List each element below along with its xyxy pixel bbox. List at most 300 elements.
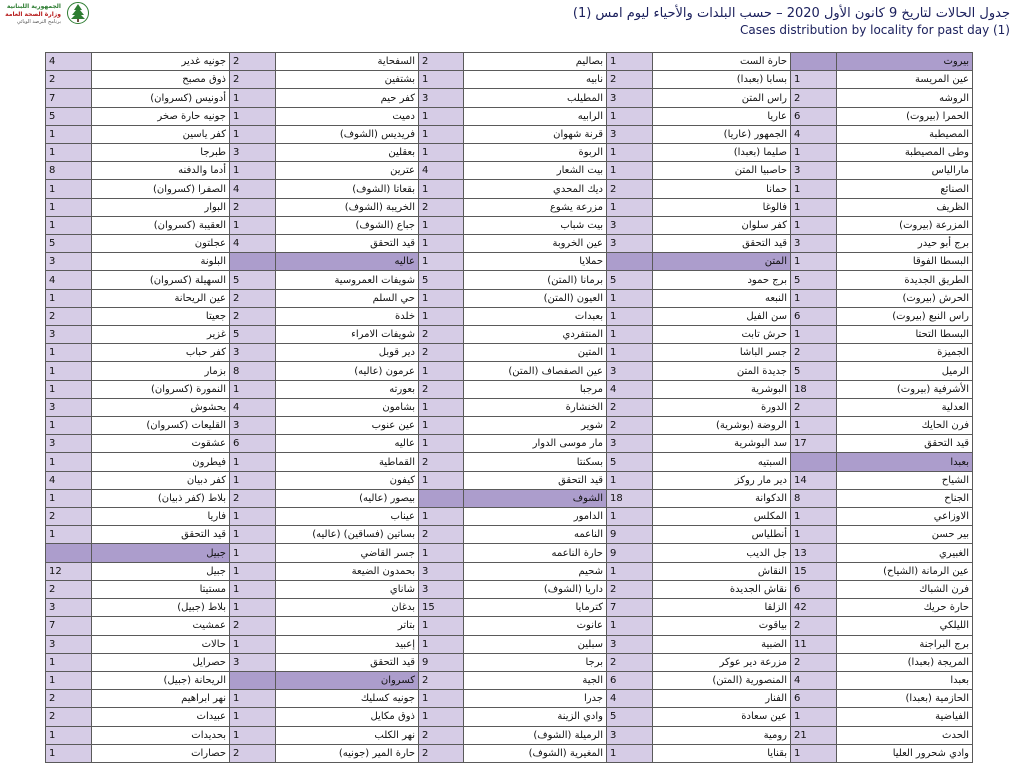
table-row <box>46 526 973 544</box>
table-row <box>46 362 973 380</box>
locality-cell: فيطرون <box>92 453 230 471</box>
locality-cell: النمورة (كسروان) <box>92 380 230 398</box>
table-row <box>46 253 973 271</box>
case-count-cell: 2 <box>419 744 464 762</box>
locality-cell: الصفرا (كسروان) <box>92 180 230 198</box>
locality-cell: شويفات الامراء <box>276 326 419 344</box>
region-header-cell: الشوف <box>464 489 607 507</box>
table-row <box>46 453 973 471</box>
case-count-cell <box>791 53 837 71</box>
locality-cell: النقاش <box>653 562 791 580</box>
locality-cell: الروضة (بوشرية) <box>653 417 791 435</box>
case-count-cell: 1 <box>46 180 92 198</box>
table-row <box>46 435 973 453</box>
case-count-cell: 2 <box>419 198 464 216</box>
locality-cell: سن الفيل <box>653 307 791 325</box>
case-count-cell: 1 <box>230 216 276 234</box>
case-count-cell: 1 <box>419 635 464 653</box>
locality-cell: الليلكي <box>837 617 973 635</box>
case-count-cell: 3 <box>607 362 653 380</box>
case-count-cell: 1 <box>419 289 464 307</box>
case-count-cell: 4 <box>607 380 653 398</box>
locality-cell: وطى المصيطبة <box>837 144 973 162</box>
locality-cell: مرجبا <box>464 380 607 398</box>
table-row <box>46 617 973 635</box>
case-count-cell: 5 <box>791 271 837 289</box>
case-count-cell: 1 <box>607 562 653 580</box>
case-count-cell: 3 <box>607 635 653 653</box>
case-count-cell: 7 <box>46 617 92 635</box>
case-count-cell: 1 <box>791 180 837 198</box>
case-count-cell: 1 <box>46 653 92 671</box>
locality-cell: ديك المحدي <box>464 180 607 198</box>
case-count-cell: 1 <box>46 216 92 234</box>
case-count-cell: 11 <box>791 635 837 653</box>
locality-cell: الضبية <box>653 635 791 653</box>
table-row <box>46 271 973 289</box>
locality-cell: فاريا <box>92 508 230 526</box>
case-count-cell: 1 <box>607 326 653 344</box>
locality-cell: القماطية <box>276 453 419 471</box>
locality-cell: بقنايا <box>653 744 791 762</box>
case-count-cell: 2 <box>607 580 653 598</box>
case-count-cell: 21 <box>791 726 837 744</box>
case-count-cell: 2 <box>46 580 92 598</box>
case-count-cell: 1 <box>791 253 837 271</box>
case-count-cell: 1 <box>419 362 464 380</box>
case-count-cell: 3 <box>46 253 92 271</box>
case-count-cell: 15 <box>791 562 837 580</box>
locality-cell: المنتفردي <box>464 326 607 344</box>
case-count-cell: 7 <box>46 89 92 107</box>
case-count-cell: 5 <box>46 107 92 125</box>
case-count-cell: 15 <box>419 599 464 617</box>
locality-cell: المغيرية (الشوف) <box>464 744 607 762</box>
cases-table <box>45 52 973 763</box>
case-count-cell <box>46 544 92 562</box>
case-count-cell: 1 <box>46 198 92 216</box>
case-count-cell: 1 <box>419 708 464 726</box>
case-count-cell: 2 <box>607 71 653 89</box>
locality-cell: صليما (بعبدا) <box>653 144 791 162</box>
case-count-cell: 1 <box>230 635 276 653</box>
locality-cell: القليعات (كسروان) <box>92 417 230 435</box>
locality-cell: كترمايا <box>464 599 607 617</box>
table-row <box>46 544 973 562</box>
case-count-cell: 1 <box>791 289 837 307</box>
case-count-cell: 2 <box>607 180 653 198</box>
case-count-cell: 2 <box>791 89 837 107</box>
locality-cell: جونيه كسليك <box>276 690 419 708</box>
case-count-cell: 1 <box>230 526 276 544</box>
locality-cell: بحديدات <box>92 726 230 744</box>
locality-cell: حملايا <box>464 253 607 271</box>
case-count-cell: 1 <box>607 307 653 325</box>
locality-cell: حرش تابت <box>653 326 791 344</box>
locality-cell: أدونيس (كسروان) <box>92 89 230 107</box>
case-count-cell: 7 <box>607 599 653 617</box>
locality-cell: داريا (الشوف) <box>464 580 607 598</box>
case-count-cell: 1 <box>419 398 464 416</box>
case-count-cell: 1 <box>230 162 276 180</box>
case-count-cell: 1 <box>419 253 464 271</box>
locality-cell: ذوق مكايل <box>276 708 419 726</box>
locality-cell: عين المريسة <box>837 71 973 89</box>
locality-cell: حاصبيا المتن <box>653 162 791 180</box>
case-count-cell: 3 <box>607 435 653 453</box>
table-row <box>46 599 973 617</box>
locality-cell: المصيطبة <box>837 125 973 143</box>
case-count-cell: 4 <box>230 180 276 198</box>
locality-cell: كفر سلوان <box>653 216 791 234</box>
case-count-cell: 1 <box>607 744 653 762</box>
locality-cell: جونيه غدير <box>92 53 230 71</box>
locality-cell: المكلس <box>653 508 791 526</box>
case-count-cell: 1 <box>791 216 837 234</box>
locality-cell: السبتيه <box>653 453 791 471</box>
case-count-cell: 1 <box>230 708 276 726</box>
case-count-cell: 6 <box>791 690 837 708</box>
locality-cell: قيد التحقق <box>276 653 419 671</box>
locality-cell: الرابيه <box>464 107 607 125</box>
case-count-cell: 1 <box>46 380 92 398</box>
case-count-cell: 1 <box>230 726 276 744</box>
case-count-cell: 1 <box>230 380 276 398</box>
locality-cell: وادي شحرور العليا <box>837 744 973 762</box>
locality-cell: دميت <box>276 107 419 125</box>
case-count-cell: 5 <box>230 326 276 344</box>
locality-cell: يحشوش <box>92 398 230 416</box>
locality-cell: الريحانة (جبيل) <box>92 671 230 689</box>
table-row <box>46 71 973 89</box>
locality-cell: حي السلم <box>276 289 419 307</box>
case-count-cell: 2 <box>230 53 276 71</box>
case-count-cell: 1 <box>230 453 276 471</box>
locality-cell: الجناح <box>837 489 973 507</box>
locality-cell: كفر حباب <box>92 344 230 362</box>
locality-cell: بتاتر <box>276 617 419 635</box>
locality-cell: العدلية <box>837 398 973 416</box>
case-count-cell: 1 <box>230 580 276 598</box>
case-count-cell: 4 <box>791 671 837 689</box>
locality-cell: العقيبة (كسروان) <box>92 216 230 234</box>
case-count-cell: 1 <box>791 144 837 162</box>
case-count-cell: 1 <box>419 71 464 89</box>
locality-cell: رومية <box>653 726 791 744</box>
case-count-cell: 1 <box>791 71 837 89</box>
locality-cell: جسر القاضي <box>276 544 419 562</box>
case-count-cell: 2 <box>230 71 276 89</box>
table-row <box>46 307 973 325</box>
case-count-cell: 3 <box>46 435 92 453</box>
locality-cell: بياقوت <box>653 617 791 635</box>
locality-cell: حارة الست <box>653 53 791 71</box>
table-row <box>46 726 973 744</box>
case-count-cell: 1 <box>419 435 464 453</box>
locality-cell: الغبيري <box>837 544 973 562</box>
case-count-cell: 4 <box>791 125 837 143</box>
locality-cell: عاليه <box>276 435 419 453</box>
locality-cell: بدغان <box>276 599 419 617</box>
locality-cell: المزرعة (بيروت) <box>837 216 973 234</box>
case-count-cell: 3 <box>607 125 653 143</box>
table-row <box>46 671 973 689</box>
case-count-cell: 1 <box>791 508 837 526</box>
locality-cell: عين عنوب <box>276 417 419 435</box>
case-count-cell: 3 <box>230 417 276 435</box>
table-row <box>46 89 973 107</box>
locality-cell: مزرعة دير عوكر <box>653 653 791 671</box>
case-count-cell: 1 <box>230 690 276 708</box>
locality-cell: مار موسى الدوار <box>464 435 607 453</box>
case-count-cell <box>607 253 653 271</box>
locality-cell: الربوة <box>464 144 607 162</box>
locality-cell: بسابا (بعبدا) <box>653 71 791 89</box>
locality-cell: برج البراجنة <box>837 635 973 653</box>
case-count-cell: 3 <box>46 398 92 416</box>
locality-cell: المطيلب <box>464 89 607 107</box>
case-count-cell: 2 <box>791 617 837 635</box>
case-count-cell: 17 <box>791 435 837 453</box>
locality-cell: سد البوشرية <box>653 435 791 453</box>
cases-table-body <box>46 53 973 763</box>
locality-cell: وادي الزينة <box>464 708 607 726</box>
locality-cell: عاريا <box>653 107 791 125</box>
case-count-cell: 13 <box>791 544 837 562</box>
case-count-cell: 2 <box>419 53 464 71</box>
locality-cell: الناعمه <box>464 526 607 544</box>
case-count-cell: 9 <box>419 653 464 671</box>
locality-cell: عين الصفصاف (المتن) <box>464 362 607 380</box>
case-count-cell: 1 <box>607 289 653 307</box>
locality-cell: قيد التحقق <box>653 235 791 253</box>
page-header <box>0 0 1024 42</box>
table-row <box>46 635 973 653</box>
locality-cell: البوار <box>92 198 230 216</box>
cases-table-container <box>45 52 972 763</box>
case-count-cell: 3 <box>46 326 92 344</box>
case-count-cell: 1 <box>419 508 464 526</box>
locality-cell: بشامون <box>276 398 419 416</box>
case-count-cell: 2 <box>46 508 92 526</box>
locality-cell: الحرش (بيروت) <box>837 289 973 307</box>
table-row <box>46 471 973 489</box>
locality-cell: فرن الحايك <box>837 417 973 435</box>
case-count-cell: 1 <box>607 471 653 489</box>
table-row <box>46 708 973 726</box>
case-count-cell: 3 <box>791 162 837 180</box>
locality-cell: الفياضية <box>837 708 973 726</box>
locality-cell: كفر ياسين <box>92 125 230 143</box>
locality-cell: بصاليم <box>464 53 607 71</box>
region-header-cell: المتن <box>653 253 791 271</box>
table-row <box>46 690 973 708</box>
case-count-cell: 1 <box>230 599 276 617</box>
case-count-cell: 2 <box>230 489 276 507</box>
locality-cell: بسكنتا <box>464 453 607 471</box>
locality-cell: عجلتون <box>92 235 230 253</box>
case-count-cell: 1 <box>607 53 653 71</box>
case-count-cell: 1 <box>419 617 464 635</box>
locality-cell: الظريف <box>837 198 973 216</box>
cedar-emblem-icon <box>67 1 89 25</box>
case-count-cell: 2 <box>791 653 837 671</box>
case-count-cell: 1 <box>419 144 464 162</box>
locality-cell: شحيم <box>464 562 607 580</box>
locality-cell: الزلقا <box>653 599 791 617</box>
locality-cell: كيفون <box>276 471 419 489</box>
locality-cell: نابيه <box>464 71 607 89</box>
case-count-cell: 1 <box>607 162 653 180</box>
locality-cell: حارة الناعمه <box>464 544 607 562</box>
case-count-cell: 1 <box>791 708 837 726</box>
case-count-cell: 5 <box>791 362 837 380</box>
case-count-cell: 1 <box>230 125 276 143</box>
locality-cell: بلاط (كفر ذبيان) <box>92 489 230 507</box>
logo-line-republic: الجمهورية اللبنانية <box>6 3 61 10</box>
case-count-cell: 4 <box>230 398 276 416</box>
case-count-cell: 14 <box>791 471 837 489</box>
ministry-logo <box>5 0 91 30</box>
case-count-cell: 1 <box>230 107 276 125</box>
locality-cell: المتين <box>464 344 607 362</box>
locality-cell: غزير <box>92 326 230 344</box>
case-count-cell: 1 <box>230 544 276 562</box>
case-count-cell: 1 <box>791 198 837 216</box>
case-count-cell: 12 <box>46 562 92 580</box>
case-count-cell: 1 <box>791 526 837 544</box>
case-count-cell: 9 <box>607 526 653 544</box>
case-count-cell: 2 <box>791 344 837 362</box>
case-count-cell: 6 <box>791 580 837 598</box>
case-count-cell: 3 <box>230 344 276 362</box>
locality-cell: حصارات <box>92 744 230 762</box>
locality-cell: جبيل <box>92 562 230 580</box>
case-count-cell: 1 <box>230 562 276 580</box>
locality-cell: الحمرا (بيروت) <box>837 107 973 125</box>
case-count-cell: 1 <box>46 453 92 471</box>
case-count-cell: 1 <box>46 417 92 435</box>
case-count-cell: 2 <box>46 708 92 726</box>
case-count-cell: 1 <box>46 289 92 307</box>
locality-cell: أنطلياس <box>653 526 791 544</box>
case-count-cell: 4 <box>419 162 464 180</box>
locality-cell: المنصورية (المتن) <box>653 671 791 689</box>
case-count-cell: 5 <box>419 271 464 289</box>
locality-cell: كفر دبيان <box>92 471 230 489</box>
table-row <box>46 380 973 398</box>
case-count-cell: 3 <box>607 235 653 253</box>
locality-cell: بزمار <box>92 362 230 380</box>
case-count-cell: 6 <box>230 435 276 453</box>
locality-cell: البوشرية <box>653 380 791 398</box>
case-count-cell: 8 <box>46 162 92 180</box>
locality-cell: بشتفين <box>276 71 419 89</box>
case-count-cell: 1 <box>607 617 653 635</box>
locality-cell: أدما والدفنه <box>92 162 230 180</box>
case-count-cell: 1 <box>419 235 464 253</box>
locality-cell: نقاش الجديدة <box>653 580 791 598</box>
case-count-cell: 2 <box>607 398 653 416</box>
case-count-cell: 2 <box>419 326 464 344</box>
case-count-cell: 1 <box>230 89 276 107</box>
locality-cell: حمانا <box>653 180 791 198</box>
locality-cell: بيت شباب <box>464 216 607 234</box>
case-count-cell: 1 <box>46 362 92 380</box>
locality-cell: بقعاتا (الشوف) <box>276 180 419 198</box>
case-count-cell: 2 <box>419 380 464 398</box>
locality-cell: قيد التحقق <box>92 526 230 544</box>
locality-cell: عرمون (عاليه) <box>276 362 419 380</box>
case-count-cell: 2 <box>791 398 837 416</box>
locality-cell: بعبدا <box>837 671 973 689</box>
case-count-cell: 1 <box>46 344 92 362</box>
case-count-cell: 1 <box>46 144 92 162</box>
case-count-cell: 2 <box>230 307 276 325</box>
case-count-cell: 1 <box>46 125 92 143</box>
case-count-cell: 2 <box>607 417 653 435</box>
case-count-cell: 8 <box>230 362 276 380</box>
locality-cell: جل الديب <box>653 544 791 562</box>
table-row <box>46 144 973 162</box>
case-count-cell: 2 <box>419 671 464 689</box>
table-row <box>46 489 973 507</box>
table-row <box>46 162 973 180</box>
locality-cell: الخريبة (الشوف) <box>276 198 419 216</box>
locality-cell: البسطا الفوقا <box>837 253 973 271</box>
case-count-cell: 3 <box>419 562 464 580</box>
region-header-cell: عاليه <box>276 253 419 271</box>
region-header-cell: جبيل <box>92 544 230 562</box>
locality-cell: عترين <box>276 162 419 180</box>
locality-cell: عمشيت <box>92 617 230 635</box>
locality-cell: فالوغا <box>653 198 791 216</box>
case-count-cell: 1 <box>607 144 653 162</box>
case-count-cell: 1 <box>46 526 92 544</box>
locality-cell: بحمدون الضيعة <box>276 562 419 580</box>
locality-cell: عانوت <box>464 617 607 635</box>
locality-cell: الفنار <box>653 690 791 708</box>
locality-cell: مزرعة يشوع <box>464 198 607 216</box>
table-row <box>46 235 973 253</box>
locality-cell: عين الخروبة <box>464 235 607 253</box>
case-count-cell <box>419 489 464 507</box>
case-count-cell: 1 <box>791 744 837 762</box>
table-row <box>46 198 973 216</box>
locality-cell: الرميل <box>837 362 973 380</box>
table-row <box>46 289 973 307</box>
locality-cell: بيصور (عاليه) <box>276 489 419 507</box>
locality-cell: شوير <box>464 417 607 435</box>
case-count-cell: 4 <box>46 271 92 289</box>
table-row <box>46 326 973 344</box>
case-count-cell: 1 <box>419 307 464 325</box>
locality-cell: عشقوت <box>92 435 230 453</box>
locality-cell: شويفات العمروسية <box>276 271 419 289</box>
locality-cell: الجميزة <box>837 344 973 362</box>
locality-cell: المريجة (بعبدا) <box>837 653 973 671</box>
case-count-cell: 1 <box>791 326 837 344</box>
table-row <box>46 744 973 762</box>
case-count-cell: 1 <box>419 216 464 234</box>
case-count-cell <box>230 253 276 271</box>
locality-cell: برج حمود <box>653 271 791 289</box>
case-count-cell: 1 <box>419 417 464 435</box>
case-count-cell: 1 <box>419 107 464 125</box>
locality-cell: مارالياس <box>837 162 973 180</box>
table-row <box>46 125 973 143</box>
locality-cell: كفر حيم <box>276 89 419 107</box>
